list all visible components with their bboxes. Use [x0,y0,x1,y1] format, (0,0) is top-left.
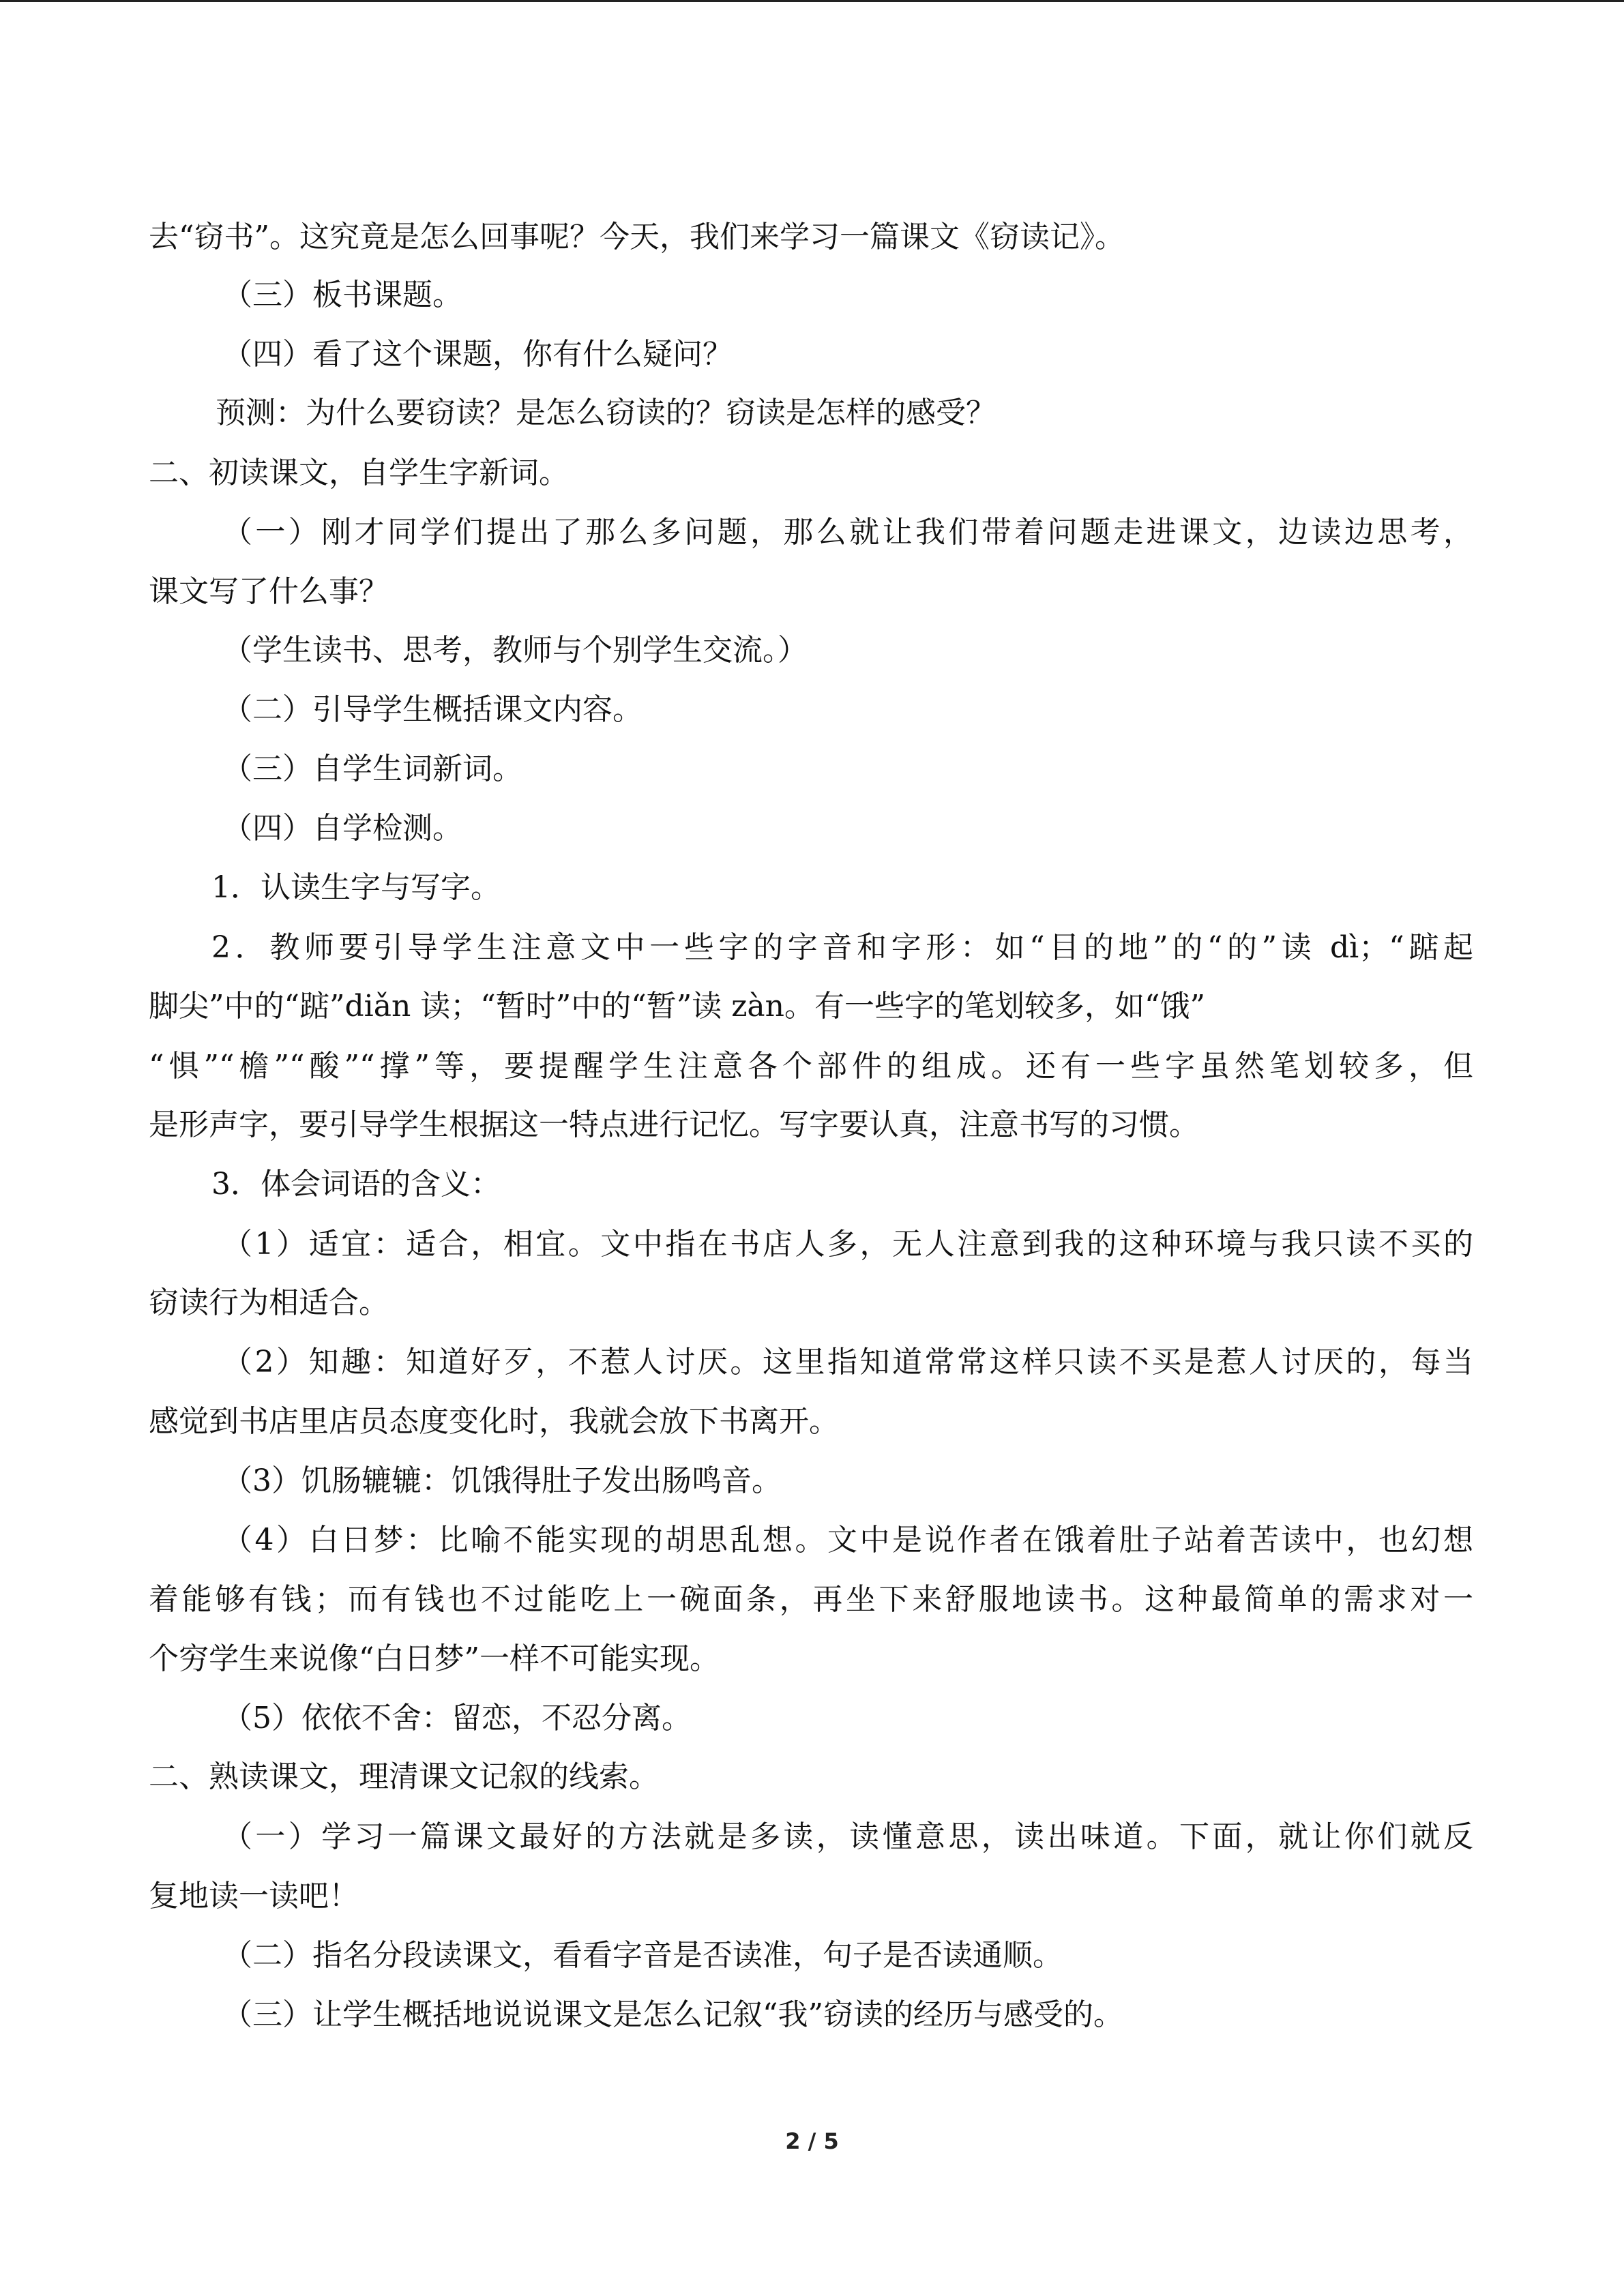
text-line: （一）刚才同学们提出了那么多问题，那么就让我们带着问题走进课文，边读边思考， [222,515,1473,550]
text-line: 是形声字，要引导学生根据这一特点进行记忆。写字要认真，注意书写的习惯。 [149,1107,1199,1142]
text-line: 课文写了什么事？ [149,574,389,609]
section-heading: 二、初读课文，自学生字新词。 [149,456,569,490]
text-line: （学生读书、思考，教师与个别学生交流。） [222,633,808,668]
text-line: 1．认读生字与写字。 [211,870,501,905]
text-line: （四）看了这个课题，你有什么疑问？ [222,337,733,372]
text-line: （4）白日梦：比喻不能实现的胡思乱想。文中是说作者在饿着肚子站着苦读中，也幻想 [222,1523,1473,1557]
text-line: （3）饥肠辘辘：饥饿得肚子发出肠鸣音。 [222,1463,782,1498]
text-line: （一）学习一篇课文最好的方法就是多读，读懂意思，读出味道。下面，就让你们就反 [222,1819,1473,1854]
text-line: 感觉到书店里店员态度变化时，我就会放下书离开。 [149,1404,839,1439]
text-line: 复地读一读吧！ [149,1879,359,1913]
text-line: 着能够有钱；而有钱也不过能吃上一碗面条，再坐下来舒服地读书。这种最简单的需求对一 [149,1582,1473,1617]
text-line: （5）依依不舍：留恋，不忍分离。 [222,1701,692,1735]
text-line: 预测：为什么要窃读？是怎么窃读的？窃读是怎样的感受？ [216,396,996,430]
text-line: （二）指名分段读课文，看看字音是否读准，句子是否读通顺。 [222,1938,1063,1973]
text-line: （四）自学检测。 [222,811,462,846]
text-line: （1）适宜：适合，相宜。文中指在书店人多，无人注意到我的这种环境与我只读不买的 [222,1227,1473,1262]
text-line: 2．教师要引导学生注意文中一些字的字音和字形：如“目的地”的“的”读 dì；“踮起 [211,930,1473,965]
section-heading: 二、熟读课文，理清课文记叙的线索。 [149,1759,659,1794]
text-line: （二）引导学生概括课文内容。 [222,692,643,727]
text-line: （2）知趣：知道好歹，不惹人讨厌。这里指知道常常这样只读不买是惹人讨厌的，每当 [222,1345,1473,1380]
text-line: 3．体会词语的含义： [211,1167,501,1202]
text-line: （三）让学生概括地说说课文是怎么记叙“我”窃读的经历与感受的。 [222,1997,1123,2032]
page-number: 2 / 5 [785,2128,839,2154]
text-line: 脚尖”中的“踮”diǎn 读；“暂时”中的“暂”读 zàn。有一些字的笔划较多，如“饿” [149,989,1205,1024]
text-line: 窃读行为相适合。 [149,1285,389,1320]
text-line: 个穷学生来说像“白日梦”一样不可能实现。 [149,1641,720,1676]
text-line: （三）板书课题。 [222,278,462,312]
text-line: 去“窃书”。这究竟是怎么回事呢？今天，我们来学习一篇课文《窃读记》。 [149,220,1125,254]
text-line: （三）自学生词新词。 [222,751,522,786]
text-line: “惧”“檐”“酸”“撑”等，要提醒学生注意各个部件的组成。还有一些字虽然笔划较多，但 [149,1049,1473,1084]
